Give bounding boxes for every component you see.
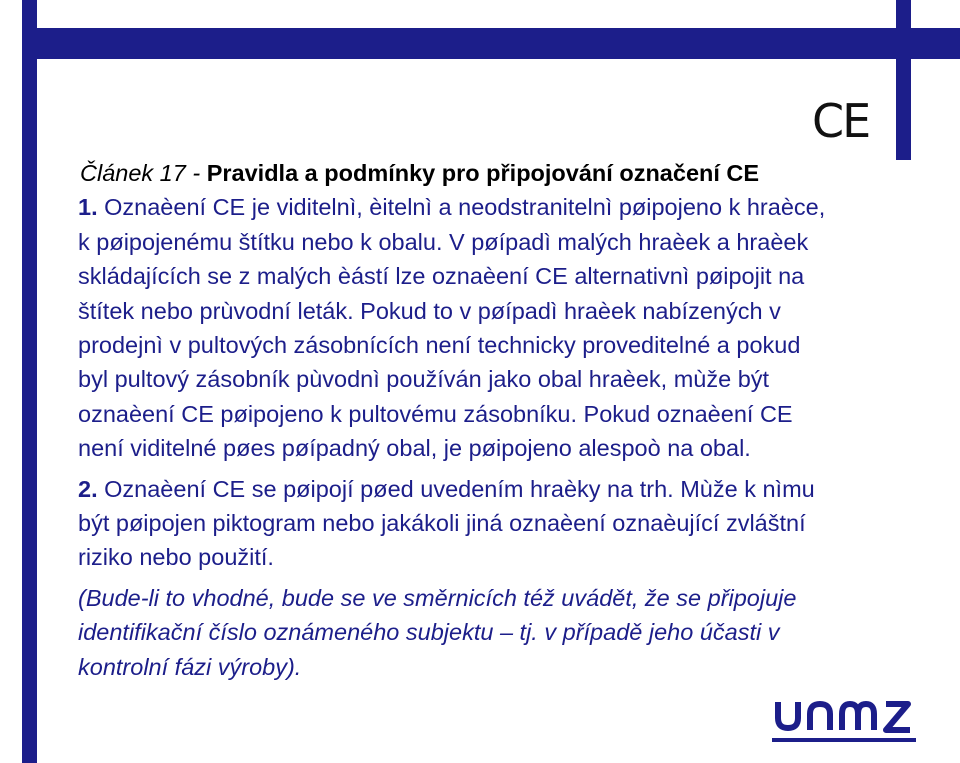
paragraph-line: být pøipojen piktogram nebo jakákoli jiná oznaèení oznaèující zvláštní xyxy=(78,510,806,537)
left-accent-bar xyxy=(22,0,37,763)
paragraph-2 xyxy=(78,472,958,575)
paragraph-line: riziko nebo použití. xyxy=(78,544,274,571)
paragraph-number: 1. xyxy=(78,194,98,221)
note-line: kontrolní fázi výroby). xyxy=(78,653,302,680)
right-accent-bar xyxy=(896,0,911,160)
unmz-logo xyxy=(770,690,920,746)
paragraph-line: oznaèení CE pøipojeno k pultovému zásobníku. Pokud oznaèení CE xyxy=(78,400,793,427)
note-line: identifikační číslo oznámeného subjektu – tj. v případě jeho účasti v xyxy=(78,619,780,646)
article-number: Článek 17 - xyxy=(80,160,207,186)
paragraph-line: není viditelné pøes pøípadný obal, je pøipojeno alespoò na obal. xyxy=(78,435,751,462)
article-heading xyxy=(80,156,958,190)
ce-mark-icon: CE xyxy=(812,94,870,148)
paragraph-line: k pøipojenému štítku nebo k obalu. V pøípadì malých hraèek a hraèek xyxy=(78,228,809,255)
editorial-note xyxy=(78,581,958,684)
note-line: (Bude-li to vhodné, bude se ve směrnicích též uvádět, že se připojuje xyxy=(78,584,797,611)
paragraph-line: skládajících se z malých èástí lze oznaèení CE alternativnì pøipojit na xyxy=(78,263,805,290)
top-accent-bar xyxy=(22,28,960,59)
paragraph-line: 2. Oznaèení CE se pøipojí pøed uvedením hraèky na trh. Mùže k nìmu xyxy=(78,475,815,502)
paragraph-line: štítek nebo prùvodní leták. Pokud to v pøípadì hraèek nabízených v xyxy=(78,297,781,324)
article-title: Pravidla a podmínky pro připojování označení CE xyxy=(206,160,760,186)
paragraph-1 xyxy=(78,190,958,465)
paragraph-number: 2. xyxy=(78,475,98,502)
article-body xyxy=(78,156,958,684)
paragraph-line: byl pultový zásobník pùvodnì používán jako obal hraèek, mùže být xyxy=(78,366,770,393)
paragraph-line: prodejnì v pultových zásobnících není technicky proveditelné a pokud xyxy=(78,332,801,359)
paragraph-line: 1. Oznaèení CE je viditelnì, èitelnì a neodstranitelnì pøipojeno k hraèce, xyxy=(78,194,826,221)
